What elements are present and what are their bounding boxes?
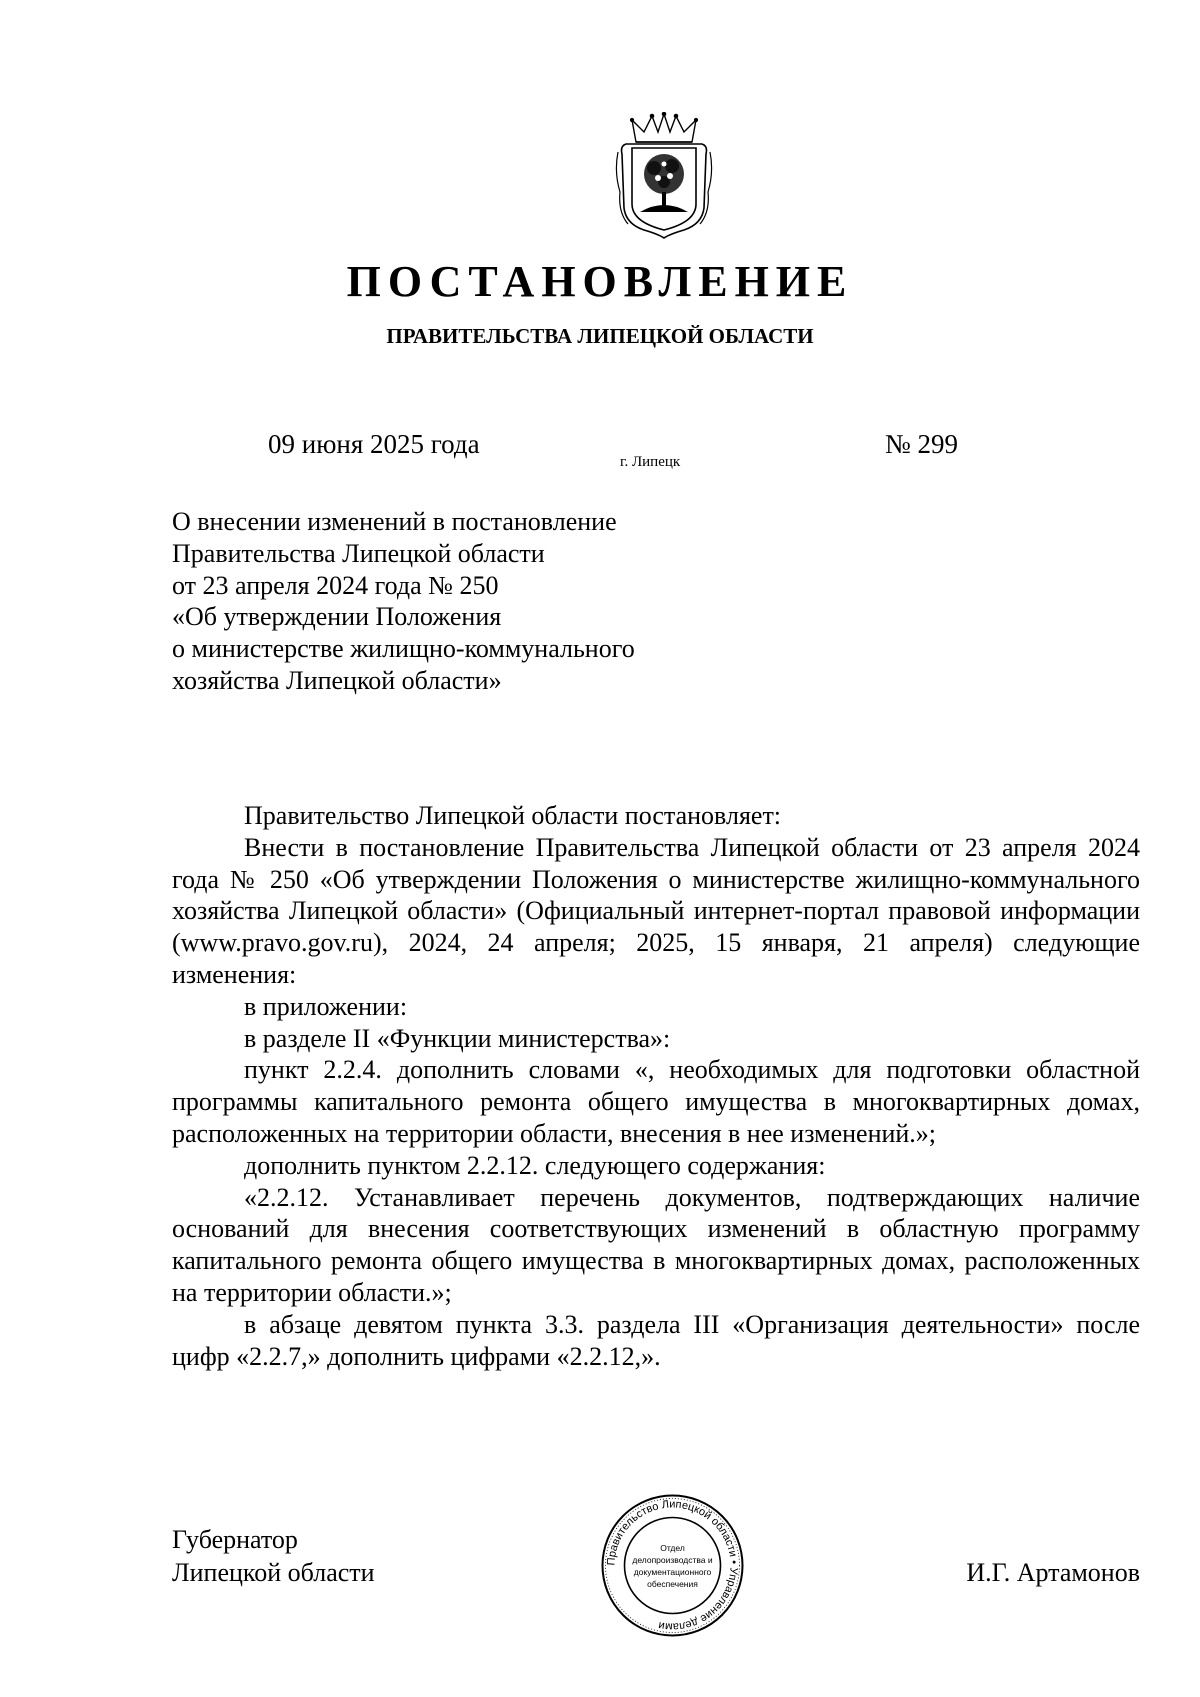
stamp-outer-text: Правительство Липецкой области • Управление делами xyxy=(605,1498,740,1633)
body-paragraph: в абзаце девятом пункта 3.3. раздела III «Организация деятельности» после цифр «2.2.7,» дополнить цифрами «2.2.12,». xyxy=(172,1309,1140,1371)
stamp-inner-line: делопроизводства и xyxy=(632,1555,713,1565)
document-date: 09 июня 2025 года xyxy=(268,429,480,459)
signatory-name: И.Г. Артамонов xyxy=(966,1558,1140,1587)
subject-line: «Об утверждении Положения xyxy=(172,602,502,632)
body-paragraph: Внести в постановление Правительства Липецкой области от 23 апреля 2024 года № 250 «Об утверждении Положения о министерстве жилищно-коммунального хозяйства Липецкой области» (Официальный интернет-портал правовой информации (www.pravo.gov.ru), 2024, 24 апреля; 2025, 15 января, 21 апреля) следующие изменения: xyxy=(172,832,1140,989)
subject-line: от 23 апреля 2024 года № 250 xyxy=(172,570,499,600)
document-number: № 299 xyxy=(885,429,959,459)
signatory-position-line: Липецкой области xyxy=(172,1558,375,1587)
stamp-inner-line: документационного xyxy=(633,1567,712,1577)
subject-line: хозяйства Липецкой области» xyxy=(172,665,502,695)
body-paragraph: в разделе II «Функции министерства»: xyxy=(244,1023,671,1053)
stamp-inner-line: Отдел xyxy=(660,1543,685,1553)
signatory-position-line: Губернатор xyxy=(172,1525,298,1554)
signatory-position xyxy=(172,1523,375,1589)
official-stamp xyxy=(600,1493,745,1638)
document-title: ПОСТАНОВЛЕНИЕ xyxy=(346,257,854,306)
body-paragraph: в приложении: xyxy=(244,991,408,1021)
document-city: г. Липецк xyxy=(620,454,681,470)
document-body xyxy=(172,800,1140,1372)
body-paragraph: дополнить пунктом 2.2.12. следующего содержания: xyxy=(244,1150,826,1180)
coat-of-arms-icon xyxy=(614,112,714,240)
subject-line: О внесении изменений в постановление xyxy=(172,507,617,536)
body-paragraph: «2.2.12. Устанавливает перечень документов, подтверждающих наличие оснований для внесения соответствующих изменений в областную программу капитального ремонта общего имущества в многоквартирных домах, расположенных на территории области.»; xyxy=(172,1182,1140,1307)
document-subject xyxy=(172,506,732,697)
subject-line: Правительства Липецкой области xyxy=(172,538,545,568)
subject-line: о министерстве жилищно-коммунального xyxy=(172,634,635,664)
stamp-inner-line: обеспечения xyxy=(647,1579,698,1589)
body-paragraph: пункт 2.2.4. дополнить словами «, необходимых для подготовки областной программы капитального ремонта общего имущества в многоквартирных домах, расположенных на территории области, внесения в нее изменений.»; xyxy=(172,1055,1140,1148)
body-paragraph: Правительство Липецкой области постановляет: xyxy=(244,801,782,830)
document-subtitle: ПРАВИТЕЛЬСТВА ЛИПЕЦКОЙ ОБЛАСТИ xyxy=(386,324,814,348)
